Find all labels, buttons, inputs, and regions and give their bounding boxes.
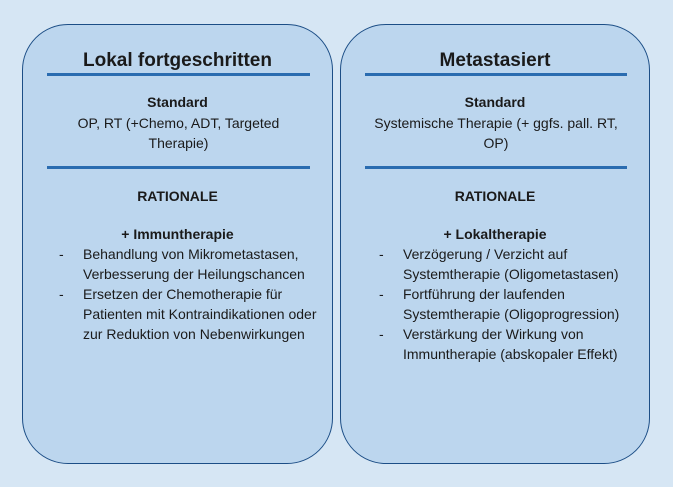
list-item xyxy=(379,284,637,324)
divider xyxy=(365,166,627,169)
standard-text: Systemische Therapie (+ ggfs. pall. RT, OP) xyxy=(374,115,618,151)
bullet-dash: - xyxy=(379,326,384,342)
list-item xyxy=(59,244,320,284)
rationale-list xyxy=(379,244,637,364)
list-item xyxy=(379,324,637,364)
addition-heading: + Lokaltherapie xyxy=(443,226,547,242)
bullet-dash: - xyxy=(59,246,64,262)
card-metastasiert xyxy=(340,24,650,464)
list-item-text: Ersetzen der Chemotherapie für Patienten mit Kontraindikationen oder zur Reduktion von Nebenwirkungen xyxy=(83,286,317,342)
divider xyxy=(47,166,310,169)
standard-heading: Standard xyxy=(464,94,526,110)
list-item xyxy=(59,284,320,344)
list-item xyxy=(379,244,637,284)
list-item-text: Verstärkung der Wirkung von Immuntherapie (abskopaler Effekt) xyxy=(403,326,618,362)
list-item-text: Behandlung von Mikrometastasen, Verbesserung der Heilungschancen xyxy=(83,246,305,282)
card-title: Lokal fortgeschritten xyxy=(83,50,272,71)
list-item-text: Verzögerung / Verzicht auf Systemtherapie (Oligometastasen) xyxy=(403,246,619,282)
list-item-text: Fortführung der laufenden Systemtherapie (Oligoprogression) xyxy=(403,286,620,322)
divider xyxy=(47,73,310,76)
bullet-dash: - xyxy=(379,286,384,302)
divider xyxy=(365,73,627,76)
addition-heading: + Immuntherapie xyxy=(121,226,234,242)
rationale-list xyxy=(59,244,320,344)
bullet-dash: - xyxy=(59,286,64,302)
bullet-dash: - xyxy=(379,246,384,262)
card-lokal-fortgeschritten xyxy=(22,24,333,464)
rationale-heading: RATIONALE xyxy=(454,188,536,204)
standard-heading: Standard xyxy=(147,94,208,110)
card-title: Metastasiert xyxy=(439,50,551,71)
rationale-heading: RATIONALE xyxy=(137,188,218,204)
standard-text: OP, RT (+Chemo, ADT, Targeted Therapie) xyxy=(77,115,280,151)
